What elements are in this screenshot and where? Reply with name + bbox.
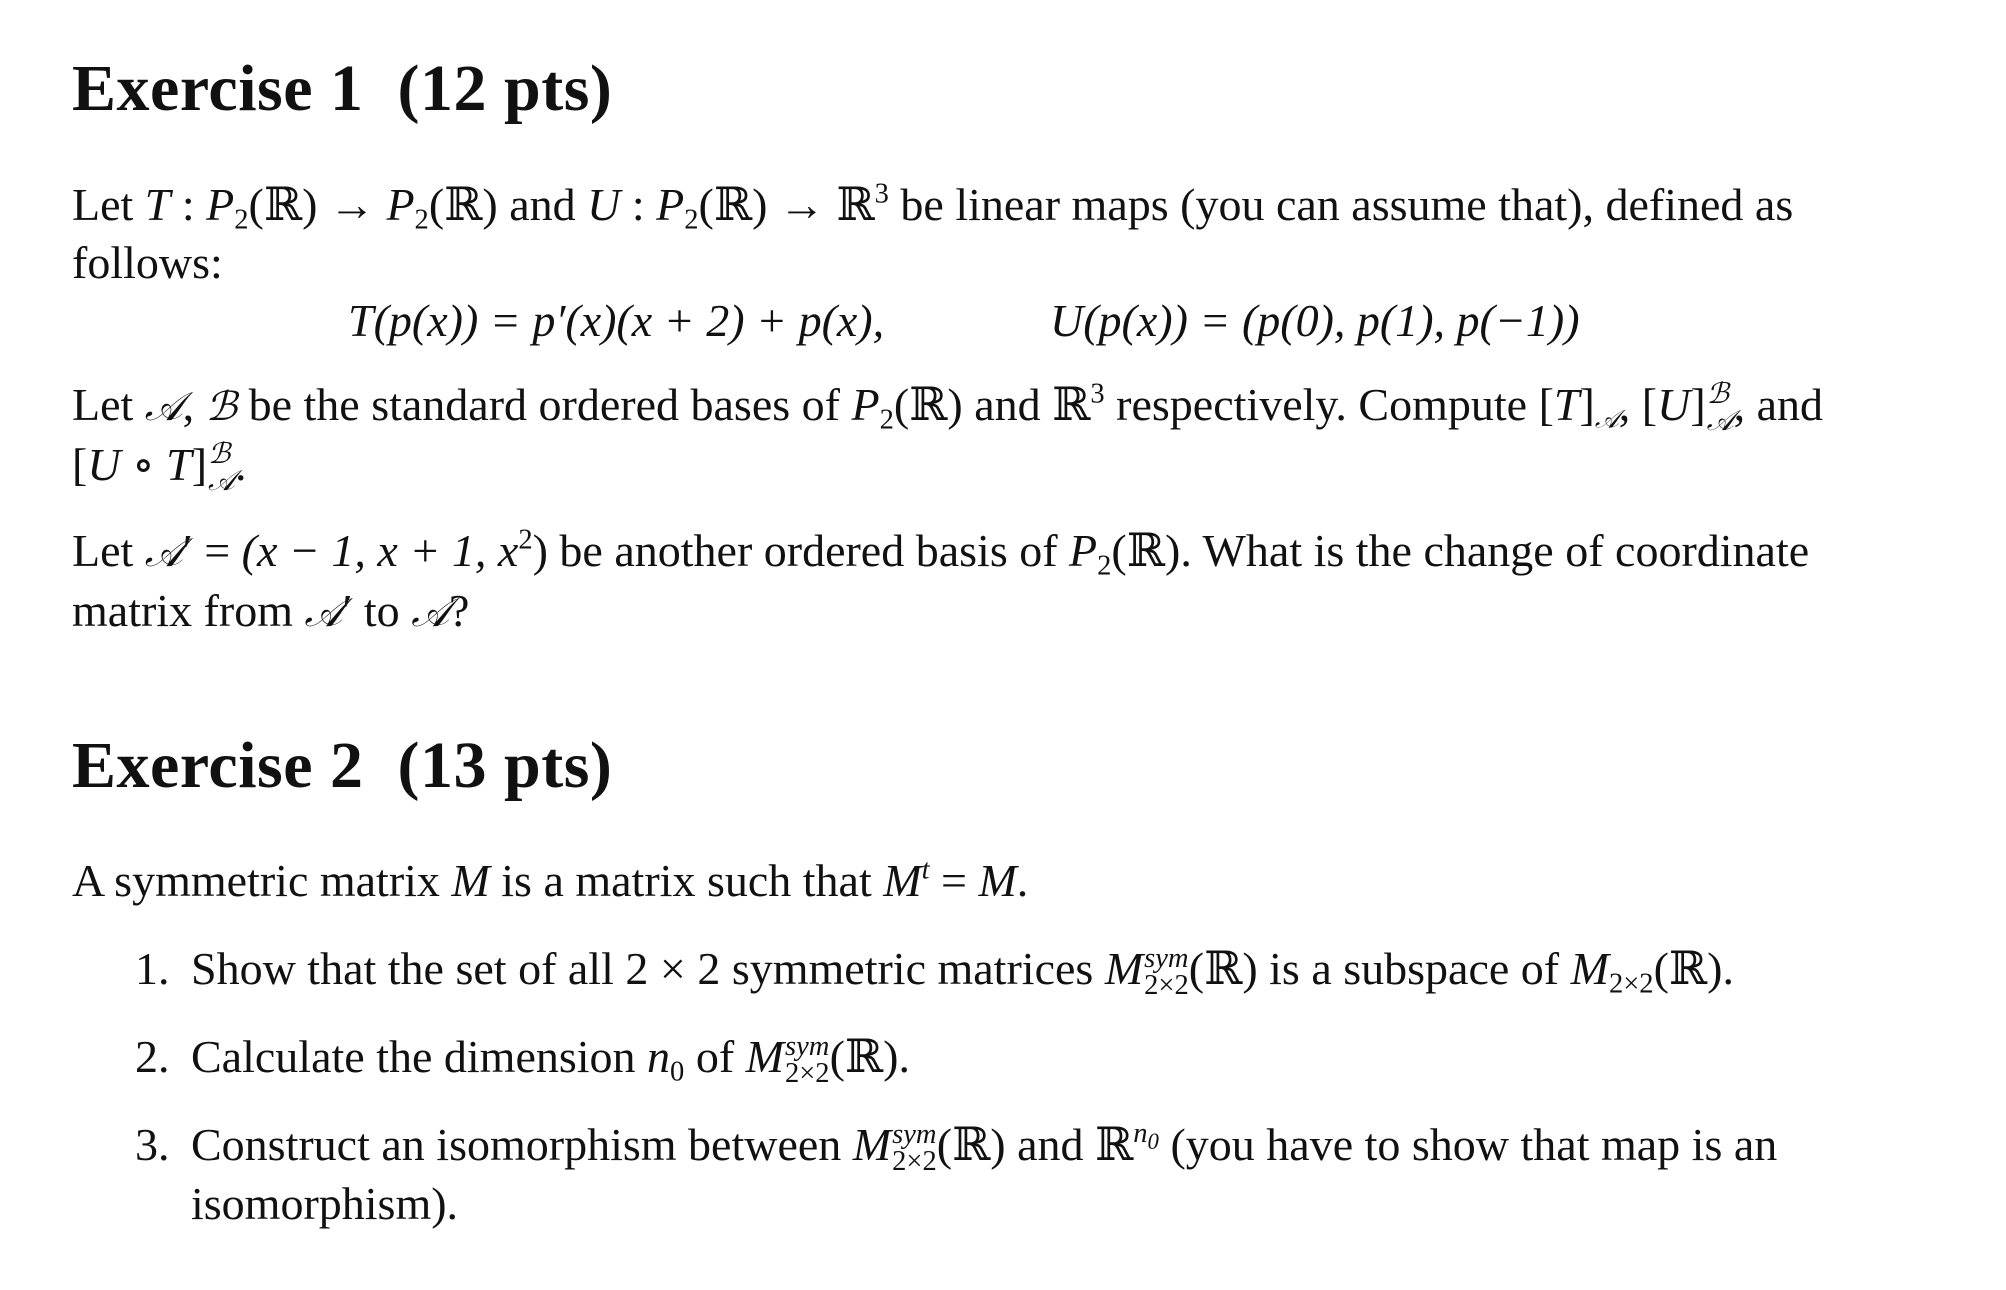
exercise-1-change-of-basis: Let 𝒜′ = (x − 1, x + 1, $x^2$) be another ordered basis of $P_2(ℝ)$. What is the change of coordinate matrix from 𝒜′ to 𝒜? xyxy=(72,524,1810,636)
exercise-2-heading xyxy=(72,729,613,802)
exercise-1-intro: Let T : $P_2(ℝ)$ → $P_2(ℝ)$ and U : $P_2(ℝ)$ → ℝ$^3$ be linear maps (you can assume that), defined as follows: xyxy=(72,178,1794,288)
exercise-2-points: (13 pts) xyxy=(397,729,613,802)
exercise-1-intro-text: be linear maps (you can assume that), defined as follows: xyxy=(72,179,1794,288)
exercise-1-heading xyxy=(72,52,613,125)
exercise-2-title: Exercise 2 xyxy=(72,729,364,802)
exercise-1-points: (12 pts) xyxy=(397,52,613,125)
exercise-2-definition: A symmetric matrix M is a matrix such that $M^t = M$. xyxy=(72,854,1029,906)
formula-U: U(p(x)) = (p(0), p(1), p(−1)) xyxy=(1050,295,1580,346)
exercise-1-title: Exercise 1 xyxy=(72,52,364,125)
exam-page: Exercise 1 (12 pts) Let T : $P_2(ℝ)$ → $P_2(ℝ)$ and U : $P_2(ℝ)$ → ℝ$^3$ be linear maps (you can assume that), defined as follows: T(p(x)) = p′(x)(x + 2) + p(x), U(p(x)) = (p(0), p(1), p(−1)) Let 𝒜, ℬ be the standard ordered bases of $P_2(ℝ)$ and ℝ$^3$ respectively. Compute $[T]_𝒜$, [U] ℬ 𝒜 , and [U ∘ T] ℬ 𝒜 . Let 𝒜′ = (x − 1, x + 1, $x^2$) be another ordered basis of $P_2(ℝ)$. What is the change of coordinate matrix from 𝒜′ to 𝒜? Exercise 2 (13 pts) A symmetric matrix M is a matrix such that $M^t = M$. 1. Show that the set of all 2 × 2 symmetric matrices M sym 2×2 (ℝ) is a subspace of $M_{2\times 2}(ℝ)$. 2. Calculate the dimension $n_0$ of M sym 2×2 (ℝ). 3. Construct an isomorphism between M sym 2×2 (ℝ) and ℝ$^{n_0}$ (you have to show that map is an isomorphism). xyxy=(0,0,2006,1290)
exercise-1-bases-paragraph: Let 𝒜, ℬ be the standard ordered bases of $P_2(ℝ)$ and ℝ$^3$ respectively. Compute $[T]_𝒜$, [U] ℬ 𝒜 , and [U ∘ T] ℬ 𝒜 . xyxy=(72,376,1824,497)
formula-T: T(p(x)) = p′(x)(x + 2) + p(x), xyxy=(348,295,885,346)
